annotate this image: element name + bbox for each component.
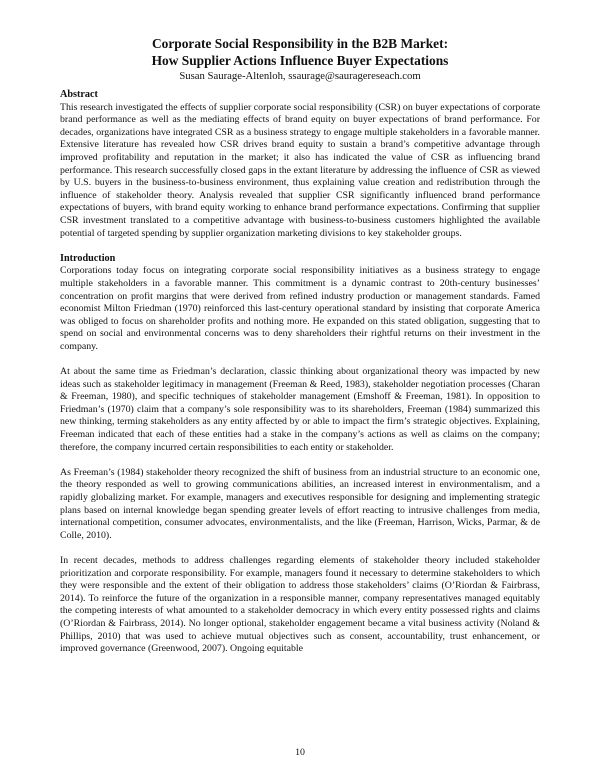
body-paragraph-2: At about the same time as Friedman’s declaration, classic thinking about organizational theory was impacted by new ideas such as stakeholder legitimacy in management (Freeman & Reed, 1983), stakeholder negotiation processes (Charan & Freeman, 1980), and specific techniques of stakeholder management (Emshoff & Freeman, 1981). In opposition to Friedman’s (1970) claim that a company’s sole responsibility was to its shareholders, Freeman (1984) summarized this new thinking, terming stakeholders as any entity affected by or able to impact the firm’s strategic objectives. Explaining, Freeman indicated that each of these entities had a stake in the company’s actions as well as claims on the company; therefore, the company incurred certain responsibilities to each entity or stakeholder. bbox=[60, 366, 540, 453]
spacer bbox=[60, 240, 540, 253]
paper-page bbox=[60, 36, 540, 656]
introduction-heading: Introduction bbox=[60, 252, 116, 264]
abstract-heading: Abstract bbox=[60, 89, 98, 100]
body-paragraph-4: In recent decades, methods to address challenges regarding elements of stakeholder theory included stakeholder prioritization and corporate responsibility. For example, managers found it necessary to determine stakeholders to which they were responsible and the extent of their obligation to address those stakeholders’ claims (O’Riordan & Fairbrass, 2014). To reinforce the future of the organization in a responsible manner, company representatives managed equitably the competing interests of what amounted to a stakeholder democracy in which every entity possessed rights and claims (O’Riordan & Fairbrass, 2014). No longer optional, stakeholder engagement became a vital business activity (Noland & Phillips, 2010) that was used to achieve mutual objectives such as consent, accountability, trust enhancement, or improved governance (Greenwood, 2007). Ongoing equitable bbox=[60, 554, 540, 655]
paper-title-line-2: How Supplier Actions Influence Buyer Expectations bbox=[151, 52, 449, 68]
page-number: 10 bbox=[295, 747, 305, 758]
spacer bbox=[60, 542, 540, 555]
spacer bbox=[60, 454, 540, 467]
paper-title-line-1: Corporate Social Responsibility in the B2B Market: bbox=[151, 36, 449, 51]
body-paragraph-3: As Freeman’s (1984) stakeholder theory recognized the shift of business from an industrial structure to an economic one, the theory responded as well to growing communications abilities, an increased interest in environmentalism, and a rapidly globalizing market. For example, managers and executives responsible for designing and implementing strategic plans based on internal knowledge began spending greater levels of effort reacting to intrusive challenges from media, international competition, consumer advocates, environmentalists, and the like (Freeman, Harrison, Wicks, Parmar, & de Colle, 2010). bbox=[60, 466, 540, 541]
abstract-text: This research investigated the effects of supplier corporate social responsibility (CSR) on buyer expectations of corporate brand performance as well as the mediating effects of brand equity on buyer expectations of brand performance. For decades, organizations have integrated CSR as a business strategy to engage multiple stakeholders in a favorable manner. Extensive literature has revealed how CSR drives brand equity to sustain a brand’s competitive advantage through improved profitability and reputation in the market; it also has indicated the value of CSR as influencing brand performance. This research successfully closed gaps in the extant literature by addressing the influence of CSR as viewed by U.S. buyers in the business-to-business environment, thus explaining value creation and redistribution through the influence of stakeholder theory. Analysis revealed that supplier CSR significantly influenced brand performance expectations of buyers, with brand equity working to enhance brand performance expectations. Confirming that supplier CSR investment translated to a competitive advantage with business-to-business customers highlighted the available potential of targeted spending by supplier organization marketing divisions to key stakeholder groups. bbox=[60, 101, 540, 239]
author-line: Susan Saurage-Altenloh, ssaurage@sauragereseach.com bbox=[179, 70, 421, 82]
body-paragraph-1: Corporations today focus on integrating corporate social responsibility initiatives as a business strategy to engage multiple stakeholders in a favorable manner. This commitment is a dynamic contrast to 20th-century businesses’ concentration on profit margins that were derived from refined industry production or management standards. Famed economist Milton Friedman (1970) reinforced this last-century operational standard by insisting that corporate America was obliged to focus on shareholder profits and nothing more. He expanded on this stated obligation, suggesting that to spend on social and environmental concerns was to deny shareholders their rightful returns on their investment in the company. bbox=[60, 265, 540, 352]
spacer bbox=[60, 353, 540, 366]
